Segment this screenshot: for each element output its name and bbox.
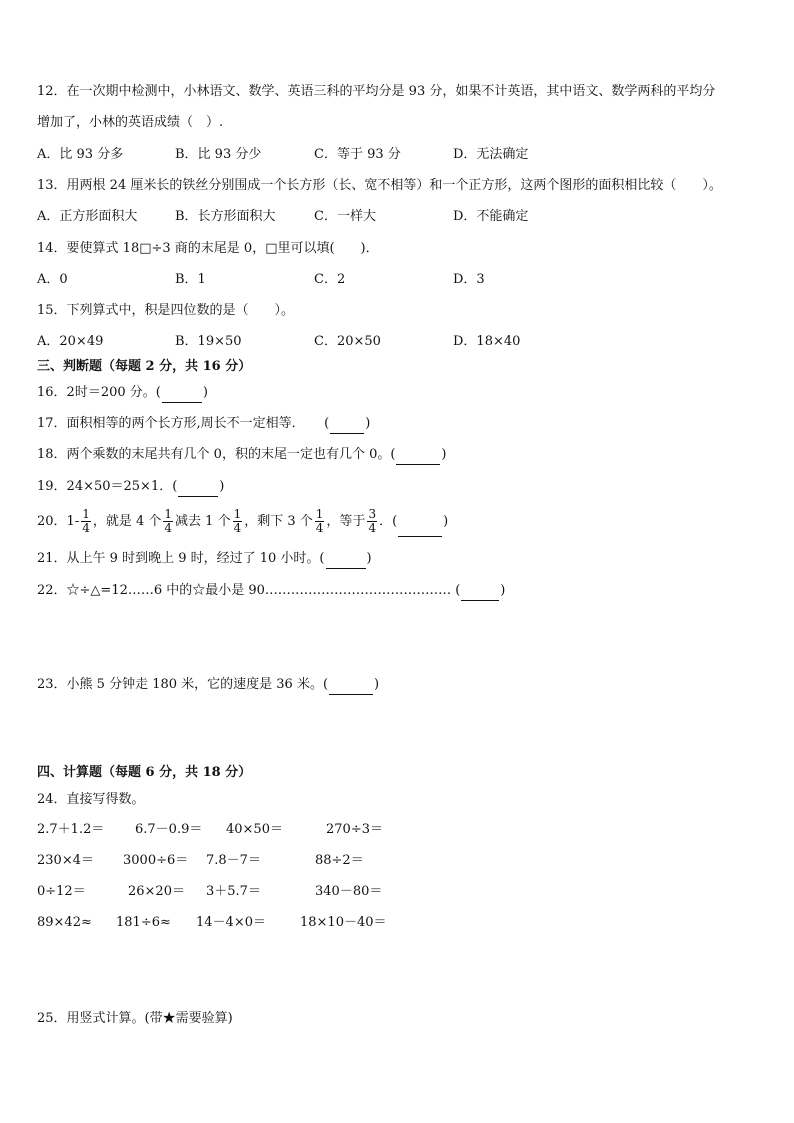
q16-answer-blank[interactable]: [162, 384, 202, 403]
calc-item: 89×42≈: [37, 915, 92, 930]
q17-close: ): [365, 416, 371, 431]
q19: [37, 478, 224, 497]
q20: [37, 508, 448, 537]
q20-part3: 减去 1 个: [175, 514, 231, 529]
q22-answer-blank[interactable]: [461, 582, 499, 601]
q20-fraction-5-numerator: 3: [368, 507, 377, 521]
calc-item: 3000÷6＝: [123, 853, 189, 868]
q20-part2: ，就是 4 个: [92, 514, 162, 529]
q20-fraction-2-denominator: 4: [164, 521, 173, 535]
calc-item: 2.7＋1.2＝: [37, 822, 105, 837]
q13-option-d[interactable]: D．不能确定: [453, 209, 529, 224]
calc-item: 340－80＝: [315, 884, 383, 899]
q14-option-b[interactable]: B．1: [175, 272, 206, 287]
q20-fraction-4-numerator: 1: [315, 507, 324, 521]
calc-item: 6.7－0.9＝: [135, 822, 203, 837]
calc-item: 181÷6≈: [116, 915, 171, 930]
q20-fraction-3: [233, 508, 243, 535]
calc-item: 88÷2＝: [315, 853, 364, 868]
q18-answer-blank[interactable]: [396, 446, 440, 465]
q20-fraction-2-numerator: 1: [164, 507, 173, 521]
q20-part5: ，等于: [326, 514, 366, 529]
q12-option-a[interactable]: A．比 93 分多: [37, 147, 124, 162]
q20-fraction-3-denominator: 4: [233, 521, 242, 535]
q20-fraction-5-denominator: 4: [368, 521, 377, 535]
section-4-title: 四、计算题（每题 6 分，共 18 分）: [37, 765, 252, 780]
q23: [37, 676, 379, 695]
q15-option-c[interactable]: C．20×50: [314, 334, 381, 349]
q14-option-a[interactable]: A．0: [37, 272, 68, 287]
q13-option-c[interactable]: C．一样大: [314, 209, 376, 224]
calc-item: 14－4×0＝: [196, 915, 266, 930]
q15-option-a[interactable]: A．20×49: [37, 334, 104, 349]
q22-text: 22．☆÷△=12……6 中的☆最小是 90.…………………………………… (: [37, 583, 461, 598]
calc-item: 18×10－40＝: [300, 915, 387, 930]
q20-fraction-1-numerator: 1: [82, 507, 90, 521]
q21-answer-blank[interactable]: [326, 550, 366, 569]
q20-fraction-1-denominator: 4: [82, 521, 90, 535]
q14-option-d[interactable]: D．3: [453, 272, 485, 287]
q23-close: ): [374, 677, 380, 692]
q15-option-d[interactable]: D．18×40: [453, 334, 521, 349]
calc-item: 7.8－7＝: [206, 853, 261, 868]
q21-close: ): [366, 551, 372, 566]
calc-item: 3＋5.7＝: [206, 884, 261, 899]
calc-item: 270÷3＝: [326, 822, 383, 837]
calc-item: 26×20＝: [128, 884, 185, 899]
q22-close: ): [500, 583, 506, 598]
q24-title: 24．直接写得数。: [37, 792, 145, 807]
q13-option-b[interactable]: B．长方形面积大: [175, 209, 276, 224]
q25-title: 25．用竖式计算。(带★需要验算): [37, 1011, 233, 1026]
q21: [37, 550, 372, 569]
q20-answer-blank[interactable]: [398, 508, 442, 537]
q20-fraction-5: [367, 508, 377, 535]
q15-option-b[interactable]: B．19×50: [175, 334, 242, 349]
q20-part1: 20．1-: [37, 514, 80, 529]
q16: [37, 384, 208, 403]
calc-item: 230×4＝: [37, 853, 94, 868]
q18: [37, 446, 447, 465]
q22: [37, 582, 505, 601]
calc-item: 0÷12＝: [37, 884, 86, 899]
q12-option-b[interactable]: B．比 93 分少: [175, 147, 262, 162]
q15-text: 15．下列算式中，积是四位数的是（ ）。: [37, 303, 295, 318]
q13-text: 13．用两根 24 厘米长的铁丝分别围成一个长方形（长、宽不相等）和一个正方形，这两个图形的面积相比较（ ）。: [37, 178, 722, 193]
q17-answer-blank[interactable]: [330, 415, 364, 434]
q12-option-d[interactable]: D．无法确定: [453, 147, 529, 162]
q20-part6: ．(: [379, 514, 398, 529]
q17-text: 17．面积相等的两个长方形,周长不一定相等． (: [37, 416, 330, 431]
q20-fraction-1: [81, 508, 91, 535]
calc-item: 40×50＝: [226, 822, 283, 837]
q19-close: ): [219, 479, 225, 494]
q12-option-c[interactable]: C．等于 93 分: [314, 147, 401, 162]
q13-option-a[interactable]: A．正方形面积大: [37, 209, 138, 224]
q16-close: ): [202, 385, 208, 400]
q12-text-line1: 12．在一次期中检测中，小林语文、数学、英语三科的平均分是 93 分，如果不计英语，其中语文、数学两科的平均分: [37, 84, 716, 99]
q20-close: ): [443, 514, 449, 529]
q20-fraction-2: [163, 508, 173, 535]
q20-fraction-4-denominator: 4: [315, 521, 324, 535]
q20-part4: ，剩下 3 个: [244, 514, 313, 529]
q19-answer-blank[interactable]: [178, 478, 218, 497]
q21-text: 21．从上午 9 时到晚上 9 时，经过了 10 小时。(: [37, 551, 325, 566]
q12-text-line2: 增加了，小林的英语成绩（ ）.: [37, 115, 224, 130]
section-3-title: 三、判断题（每题 2 分，共 16 分）: [37, 359, 252, 374]
q14-text: 14．要使算式 18□÷3 商的末尾是 0，□里可以填( )．: [37, 241, 379, 256]
q20-fraction-4: [315, 508, 325, 535]
q19-text: 19．24×50＝25×1．(: [37, 479, 178, 494]
q16-text: 16．2时＝200 分。(: [37, 385, 161, 400]
q18-text: 18．两个乘数的末尾共有几个 0，积的末尾一定也有几个 0。(: [37, 447, 396, 462]
q17: [37, 415, 370, 434]
q14-option-c[interactable]: C．2: [314, 272, 346, 287]
q18-close: ): [441, 447, 447, 462]
q23-text: 23．小熊 5 分钟走 180 米，它的速度是 36 米。(: [37, 677, 329, 692]
q23-answer-blank[interactable]: [329, 676, 373, 695]
q20-fraction-3-numerator: 1: [233, 507, 242, 521]
